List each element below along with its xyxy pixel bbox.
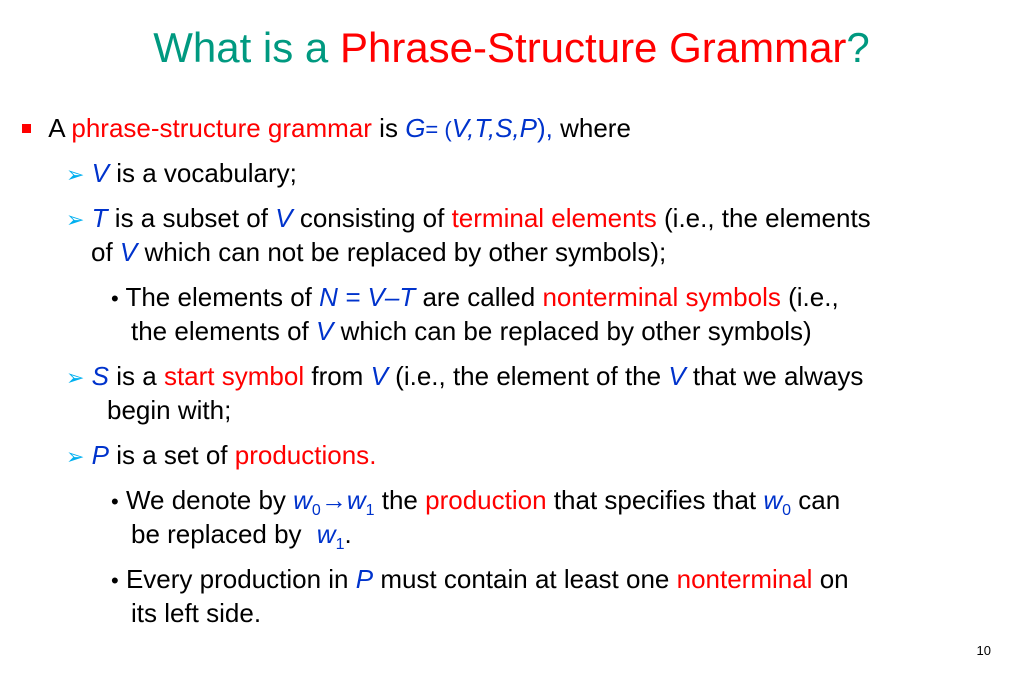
text: that specifies that [553, 485, 757, 515]
text: from [311, 361, 364, 391]
symbol-g: G [405, 113, 426, 143]
symbol-tuple: V,T,S,P [451, 113, 537, 143]
slide-title [0, 22, 1023, 74]
subscript: 0 [782, 502, 792, 519]
subbullet-p [66, 438, 376, 474]
text: . [344, 519, 352, 549]
text: is a subset of [114, 203, 268, 233]
subbullet-t [66, 201, 871, 237]
text: We denote by [125, 485, 286, 515]
arrow-bullet-icon: ➢ [66, 207, 85, 232]
subbullet-s [66, 359, 863, 395]
text: consisting of [299, 203, 445, 233]
symbol-v: V [275, 203, 293, 233]
text: that we always [692, 361, 864, 391]
dot-bullet-icon: • [111, 489, 119, 514]
text: must contain at least one [380, 564, 670, 594]
term-production: production [425, 485, 547, 515]
symbol-t: T [91, 203, 108, 233]
text: can [798, 485, 841, 515]
text: are called [422, 282, 536, 312]
subscript: 0 [311, 502, 321, 519]
symbol-v: V [668, 361, 686, 391]
text: is a [116, 361, 157, 391]
term-productions: productions [234, 440, 370, 470]
text: A [48, 113, 65, 143]
symbol-v: V [119, 237, 138, 267]
symbol-w: w [346, 485, 366, 515]
symbol-w: w [763, 485, 783, 515]
dotbullet-nonterminals-cont [131, 314, 812, 348]
text: The elements of [125, 282, 312, 312]
dotbullet-nonterminals [111, 280, 839, 316]
symbol-s: S [91, 361, 110, 391]
text: the [381, 485, 418, 515]
symbol-p: P [91, 440, 110, 470]
text: (i.e., the element of the [395, 361, 662, 391]
square-bullet-icon [22, 124, 31, 133]
subbullet-v [66, 156, 297, 192]
arrow-bullet-icon: ➢ [66, 365, 85, 390]
dot-bullet-icon: • [111, 568, 119, 593]
bullet-grammar-definition [22, 111, 631, 147]
term-nonterminal: nonterminal [676, 564, 813, 594]
arrow-bullet-icon: ➢ [66, 162, 85, 187]
text: is a set of [116, 440, 228, 470]
text: (i.e., the elements [664, 203, 871, 233]
dot-bullet-icon: • [111, 286, 119, 311]
title-part-1: What is a [153, 24, 340, 71]
text: = ( [425, 117, 452, 142]
symbol-w: w [316, 519, 336, 549]
term-terminal-elements: terminal elements [451, 203, 657, 233]
term-start-symbol: start symbol [163, 361, 305, 391]
subscript: 1 [365, 502, 375, 519]
text: its left side. [131, 598, 262, 628]
subscript: 1 [335, 536, 345, 553]
arrow-symbol: → [320, 485, 347, 515]
text: (i.e., [788, 282, 839, 312]
text: on [819, 564, 849, 594]
text: ), [536, 113, 553, 143]
term-nonterminal-symbols: nonterminal symbols [542, 282, 781, 312]
dotbullet-every-production-cont [131, 596, 261, 630]
term-phrase-structure-grammar: phrase-structure grammar [71, 113, 372, 143]
symbol-v: V [316, 316, 334, 346]
symbol-p: P [355, 564, 374, 594]
symbol-v: V [370, 361, 388, 391]
subbullet-s-cont [107, 393, 231, 427]
text: be replaced by [131, 519, 302, 549]
page-number: 10 [976, 643, 991, 658]
text: begin with; [107, 395, 232, 425]
text: which can be replaced by other symbols) [340, 316, 812, 346]
text: where [560, 113, 631, 143]
dotbullet-production-cont [131, 517, 352, 562]
text: . [369, 440, 377, 470]
title-part-2: Phrase-Structure Grammar [339, 24, 847, 71]
text: which can not be replaced by other symbols); [144, 237, 667, 267]
symbol-w: w [293, 485, 312, 515]
arrow-bullet-icon: ➢ [66, 444, 85, 469]
text: of [91, 237, 113, 267]
symbol-n-equation: N = V–T [319, 282, 416, 312]
subbullet-t-cont [91, 235, 666, 269]
symbol-v: V [91, 158, 110, 188]
title-part-3: ? [846, 24, 870, 71]
text: is a vocabulary; [116, 158, 297, 188]
text: Every production in [125, 564, 349, 594]
text: the elements of [131, 316, 309, 346]
dotbullet-every-production [111, 562, 849, 598]
text: is [379, 113, 398, 143]
